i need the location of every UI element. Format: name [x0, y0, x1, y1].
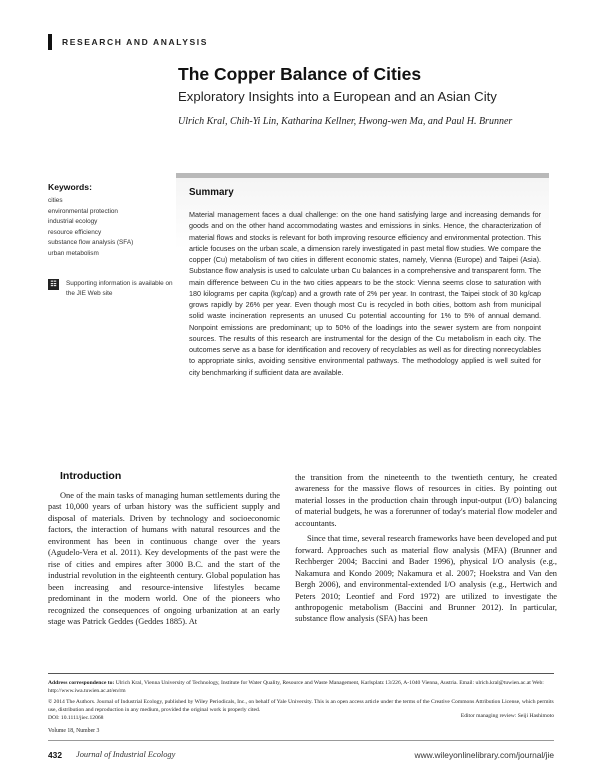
journal-name: Journal of Industrial Ecology [76, 750, 176, 759]
summary-body: Material management faces a dual challenge: on the one hand satisfying large and increasing demands for goods and on the other hand accommodating wastes and emissions in sinks. Hence, the characterization of material flows and stocks is relevant for both improving resource efficiency and environmental protection. This article focuses on the urban scale, a dimension rarely investigated in past metal flow studies. We compare the copper (Cu) metabolism of two cities in different economic states, namely, Vienna (Europe) and Taipei (Asia). Substance flow analysis is used to calculate urban Cu balances in a comprehensive and transparent form. The main difference between Cu in the two cities appears to be the stock: Vienna seems close to saturation with 180 kilograms per capita (kg/cap) and a growth rate of 2% per year. In contrast, the Taipei stock of 30 kg/cap grows rapidly by 26% per year. Even though most Cu is recycled in both cities, bottom ash from municipal solid waste incineration represents an unused Cu potential accounting for 1% to 5% of annual demand. Nonpoint emissions are predominant; up to 50% of the loadings into the sewer system are from nonpoint sources. The results of this research are instrumental for the design of the Cu metabolism in each city. The outcomes serve as a base for identification and recovery of recyclables as well as for directing nonrecyclables to appropriate sinks, avoiding sensitive environmental pathways. The methodology applied is well suited for city benchmarking if sufficient data are available. [189, 210, 541, 377]
editor-note: Editor managing review: Seiji Hashimoto [460, 713, 554, 719]
doi-text: DOI: 10.1111/jiec.12068 [48, 715, 104, 721]
article-subtitle: Exploratory Insights into a European and an Asian City [178, 89, 497, 104]
introduction-heading: Introduction [60, 470, 122, 482]
page-footer-divider [48, 740, 554, 741]
keyword-item: cities [48, 197, 63, 204]
article-title: The Copper Balance of Cities [178, 64, 422, 84]
introduction-right-column [295, 472, 557, 625]
keywords-heading: Keywords: [48, 182, 92, 192]
page-number: 432 [48, 750, 62, 760]
correspondence-address [48, 679, 554, 695]
introduction-paragraph: Since that time, several research frameworks have been developed and put forward. Approaches such as material flow analysis (MFA) (Brunner and Rechberger 2004; Baccini and Bader 1996), physical I/O analysis (e.g., Nakamura and Kondo 2009; Nakamura et al. 2007; Hoekstra and Van den Bergh 2006), and environmental-extended I/O analysis (e.g., Hertwich and Peters 2010; Leontief and Ford 1972) are utilized to investigate the anthropogenic metabolism (Baccini and Brunner 2012). In particular, substance flow analysis (SFA) has been [295, 534, 557, 624]
keyword-item: resource efficiency [48, 228, 102, 236]
keyword-item: substance flow analysis (SFA) [48, 239, 134, 247]
introduction-paragraph: One of the main tasks of managing human settlements during the past 10,000 years of urban history was the sufficient supply and disposal of materials. Driven by technology and socioeconomic factors, the interaction of humans with natural resources and the environment has been in continuous change over the years (Agudelo-Vera et al. 2011). Key developments of the past were the rise of cities and empires after 3000 B.C. and the start of the industrial revolution in the eighteenth century. Global population has been increasing and resource-intensive lifestyles became predominant in the modern world. One of the pioneers who recognized the consequences of ongoing urbanization at an early stage was Patrick Geddes (Geddes 1885). At [48, 491, 280, 626]
section-label: RESEARCH AND ANALYSIS [48, 34, 208, 50]
copyright-text: © 2014 The Authors. Journal of Industrial Ecology, published by Wiley Periodicals, Inc., on behalf of Yale University. This is an open access article under the terms of the Creative Commons Attribution License, which permits use, distribution and reproduction in any medium, provided the original work is properly cited. [48, 699, 554, 713]
volume-info: Volume 18, Number 3 [48, 728, 100, 734]
journal-website-link[interactable]: www.wileyonlinelibrary.com/journal/jie [414, 750, 554, 760]
supporting-info-icon: ☷ [48, 279, 59, 290]
keyword-item: environmental protection [48, 207, 118, 215]
introduction-left-column [48, 490, 280, 627]
article-authors: Ulrich Kral, Chih-Yi Lin, Katharina Kellner, Hwong-wen Ma, and Paul H. Brunner [178, 116, 513, 127]
supporting-info-text: Supporting information is available on the JIE Web site [66, 280, 173, 297]
keywords-list [48, 196, 133, 260]
introduction-paragraph: the transition from the nineteenth to the twentieth century, he created awareness for the massive flows of resources in cities. By pointing out material losses in the production chain through input-output (I/O) balancing of material budgets, he was a forerunner of today's material flow modeler and accountants. [295, 473, 557, 528]
supporting-info-note [48, 279, 176, 299]
summary-heading: Summary [189, 187, 234, 198]
address-label: Address correspondence to: [48, 680, 115, 686]
keyword-item: industrial ecology [48, 218, 98, 226]
keyword-item: urban metabolism [48, 249, 99, 257]
footnote-divider [48, 673, 554, 674]
address-text: Ulrich Kral, Vienna University of Technology, Institute for Water Quality, Resource and Waste Management, Karlsplatz 13/226, A-1040 Vienna, Austria. Email: ulrich.kral@tuwien.ac.at Web: http://www.iwa.tuwien.ac.at/en/rm [48, 680, 544, 694]
